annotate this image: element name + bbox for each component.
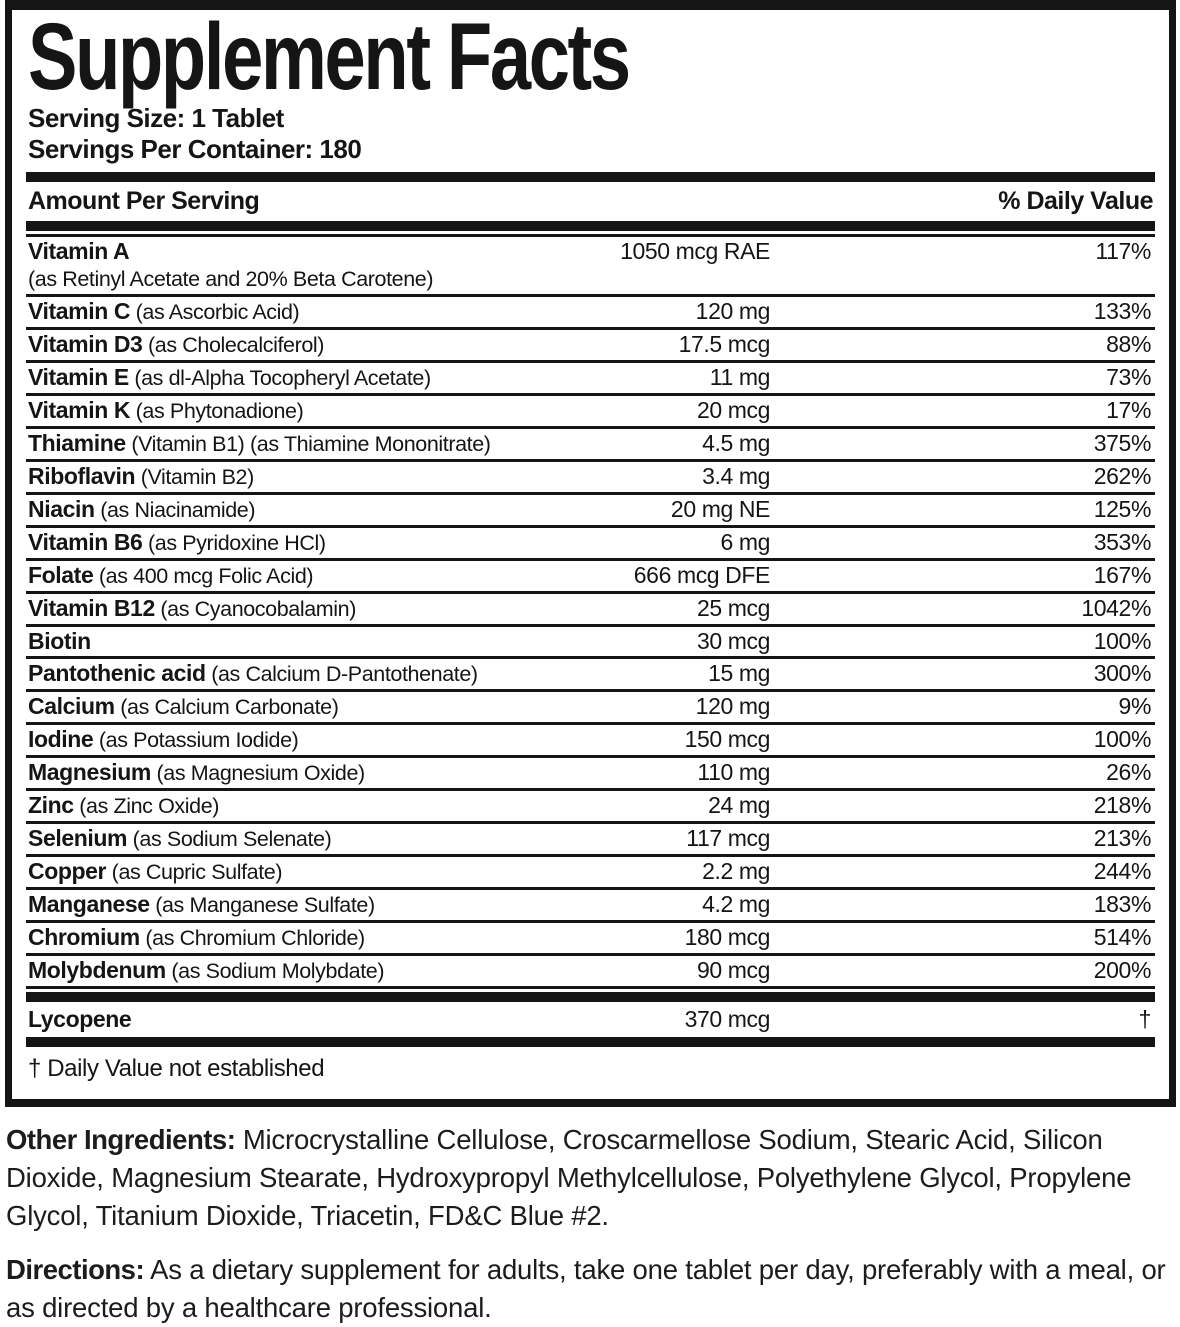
nutrient-name-cell: [28, 760, 538, 786]
page-title: Supplement Facts: [28, 4, 629, 110]
directions-text: As a dietary supplement for adults, take one tablet per day, preferably with a meal, or as directed by a healthcare professional.: [6, 1254, 1166, 1324]
nutrient-amount: 180 mcg: [684, 923, 770, 950]
nutrient-detail: (as Calcium D-Pantothenate): [205, 661, 478, 686]
nutrient-detail: (as Zinc Oxide): [73, 793, 220, 818]
nutrient-daily-value: 17%: [1106, 396, 1151, 423]
servings-per-container: Servings Per Container: 180: [28, 134, 362, 165]
nutrient-amount: 1050 mcg RAE: [620, 238, 770, 265]
nutrient-name-cell: [28, 239, 538, 264]
nutrient-subline: (as Retinyl Acetate and 20% Beta Carotene): [28, 266, 434, 291]
nutrient-detail: (as Chromium Chloride): [139, 925, 365, 950]
nutrient-amount: 117 mcg: [686, 824, 770, 851]
nutrient-name: Vitamin D3: [28, 330, 143, 357]
divider-bar: [26, 172, 1155, 182]
nutrient-detail: (as Niacinamide): [94, 497, 256, 522]
nutrient-detail: (Vitamin B2): [135, 464, 254, 489]
nutrient-name: Copper: [28, 857, 107, 884]
nutrient-daily-value: †: [1138, 1005, 1151, 1032]
nutrient-name-cell: [28, 332, 538, 358]
nutrient-row: [26, 923, 1155, 956]
nutrient-row: [26, 495, 1155, 528]
nutrient-row: [26, 396, 1155, 429]
nutrient-detail: (as Cupric Sulfate): [106, 859, 283, 884]
nutrient-name: Biotin: [28, 627, 91, 654]
nutrient-amount: 17.5 mcg: [678, 330, 770, 357]
nutrient-amount: 120 mg: [695, 692, 770, 719]
nutrient-amount: 3.4 mg: [702, 462, 770, 489]
nutrient-row: [26, 758, 1155, 791]
nutrient-name-cell: [28, 464, 538, 490]
nutrient-daily-value: 9%: [1118, 692, 1151, 719]
nutrient-daily-value: 183%: [1093, 890, 1151, 917]
nutrient-name: Magnesium: [28, 758, 151, 785]
nutrient-amount: 30 mcg: [696, 627, 770, 654]
nutrient-daily-value: 200%: [1093, 956, 1151, 983]
nutrient-amount: 20 mcg: [696, 396, 770, 423]
nutrient-row: [26, 725, 1155, 758]
nutrient-row: [26, 363, 1155, 396]
nutrient-row: [26, 1002, 1155, 1038]
nutrient-name: Calcium: [28, 692, 115, 719]
nutrient-name: Vitamin C: [28, 297, 131, 324]
nutrient-detail: (Vitamin B1) (as Thiamine Mononitrate): [125, 431, 491, 456]
divider-bar: [26, 221, 1155, 231]
nutrient-amount: 25 mcg: [696, 594, 770, 621]
serving-info: [28, 103, 1155, 165]
amount-per-serving-header: Amount Per Serving: [28, 187, 260, 216]
nutrient-row: [26, 857, 1155, 890]
daily-value-header: % Daily Value: [998, 187, 1153, 216]
nutrient-amount: 15 mg: [708, 659, 770, 686]
nutrient-detail: (as Pyridoxine HCl): [142, 530, 326, 555]
nutrient-name: Folate: [28, 561, 94, 588]
divider-bar: [26, 1037, 1155, 1047]
nutrient-row: [26, 462, 1155, 495]
nutrient-row: [26, 594, 1155, 627]
nutrient-name-cell: [28, 398, 538, 424]
nutrient-amount: 4.5 mg: [702, 429, 770, 456]
nutrient-row: [26, 890, 1155, 923]
nutrient-row: [26, 627, 1155, 659]
nutrient-row: [26, 956, 1155, 989]
nutrient-name-cell: [28, 431, 538, 457]
bottom-text-block: [6, 1121, 1174, 1327]
nutrient-name: Vitamin E: [28, 363, 129, 390]
nutrient-amount: 150 mcg: [684, 725, 770, 752]
nutrient-name-cell: [28, 563, 538, 589]
nutrient-daily-value: 1042%: [1081, 594, 1151, 621]
nutrient-name: Pantothenic acid: [28, 659, 206, 686]
nutrient-row: [26, 330, 1155, 363]
nutrient-name-cell: [28, 497, 538, 523]
nutrient-amount: 11 mg: [709, 363, 770, 390]
nutrient-daily-value: 300%: [1093, 659, 1151, 686]
nutrient-name-cell: [28, 530, 538, 556]
directions-label: Directions:: [6, 1254, 145, 1286]
nutrient-name-cell: [28, 859, 538, 885]
nutrient-daily-value: 26%: [1106, 758, 1151, 785]
nutrient-row: [26, 561, 1155, 594]
nutrient-detail: (as Potassium Iodide): [93, 727, 299, 752]
nutrient-name: Lycopene: [28, 1005, 132, 1032]
nutrient-daily-value: 88%: [1106, 330, 1151, 357]
nutrient-daily-value: 125%: [1093, 495, 1151, 522]
other-ingredients-label: Other Ingredients:: [6, 1124, 236, 1156]
nutrient-row: [26, 528, 1155, 561]
nutrient-name: Molybdenum: [28, 956, 166, 983]
serving-size: Serving Size: 1 Tablet: [28, 103, 284, 134]
nutrient-detail: (as Phytonadione): [130, 398, 304, 423]
nutrient-name-cell: [28, 694, 538, 720]
nutrient-name: Selenium: [28, 824, 128, 851]
nutrient-daily-value: 133%: [1093, 297, 1151, 324]
table-header: [26, 182, 1155, 221]
nutrient-row: [26, 791, 1155, 824]
nutrient-name-cell: [28, 629, 538, 654]
divider-bar: [26, 992, 1155, 1002]
nutrient-name: Manganese: [28, 890, 150, 917]
nutrient-amount: 110 mg: [697, 758, 770, 785]
nutrient-daily-value: 73%: [1106, 363, 1151, 390]
nutrient-name-cell: [28, 596, 538, 622]
nutrient-daily-value: 353%: [1093, 528, 1151, 555]
supplement-facts-panel: [5, 0, 1176, 1107]
nutrient-amount: 4.2 mg: [702, 890, 770, 917]
nutrient-name: Niacin: [28, 495, 95, 522]
nutrient-detail: (as Magnesium Oxide): [150, 760, 365, 785]
nutrient-name: Riboflavin: [28, 462, 136, 489]
nutrient-name: Zinc: [28, 791, 74, 818]
other-ingredients-text: Microcrystalline Cellulose, Croscarmellose Sodium, Stearic Acid, Silicon Dioxide, Magnesium Stearate, Hydroxypropyl Methylcellulose, Polyethylene Glycol, Propylene Glycol, Titanium Dioxide, Triacetin, FD&C Blue #2.: [6, 1124, 1132, 1232]
nutrient-amount: 2.2 mg: [702, 857, 770, 884]
nutrient-daily-value: 514%: [1093, 923, 1151, 950]
nutrient-detail: (as Cyanocobalamin): [154, 596, 356, 621]
nutrient-daily-value: 262%: [1093, 462, 1151, 489]
nutrient-daily-value: 218%: [1093, 791, 1151, 818]
nutrient-name-cell: [28, 661, 538, 687]
nutrient-name: Vitamin B12: [28, 594, 155, 621]
nutrient-amount: 6 mg: [720, 528, 770, 555]
nutrient-detail: (as 400 mcg Folic Acid): [93, 563, 314, 588]
nutrient-name-cell: [28, 1007, 538, 1032]
nutrient-daily-value: 213%: [1093, 824, 1151, 851]
nutrient-name: Iodine: [28, 725, 94, 752]
nutrient-detail: (as dl-Alpha Tocopheryl Acetate): [128, 365, 431, 390]
nutrient-row: [26, 659, 1155, 692]
nutrient-daily-value: 100%: [1093, 725, 1151, 752]
nutrient-name: Vitamin A: [28, 238, 130, 265]
nutrient-daily-value: 100%: [1093, 627, 1151, 654]
nutrient-daily-value: 117%: [1095, 238, 1151, 265]
nutrient-row: [26, 824, 1155, 857]
nutrient-name-cell: [28, 826, 538, 852]
nutrient-name-cell: [28, 892, 538, 918]
nutrient-amount: 90 mcg: [696, 956, 770, 983]
directions: [6, 1251, 1174, 1327]
nutrient-name: Vitamin K: [28, 396, 131, 423]
nutrient-rows: [26, 237, 1155, 989]
nutrient-name-cell: [28, 365, 538, 391]
nutrient-row: [26, 429, 1155, 462]
nutrient-detail: (as Sodium Selenate): [127, 826, 332, 851]
nutrient-name-cell: [28, 925, 538, 951]
nutrient-name: Chromium: [28, 923, 140, 950]
nutrient-name: Vitamin B6: [28, 528, 143, 555]
nutrient-detail: (as Calcium Carbonate): [114, 694, 339, 719]
nutrient-row: [26, 692, 1155, 725]
nutrient-amount: 24 mg: [708, 791, 770, 818]
nutrient-amount: 120 mg: [695, 297, 770, 324]
nutrient-amount: 370 mcg: [684, 1005, 770, 1032]
nutrient-name-cell: [28, 793, 538, 819]
nutrient-daily-value: 244%: [1093, 857, 1151, 884]
nutrient-name-cell: [28, 727, 538, 753]
nutrient-daily-value: 167%: [1093, 561, 1151, 588]
extra-nutrient-rows: [26, 1002, 1155, 1038]
nutrient-detail: (as Manganese Sulfate): [149, 892, 375, 917]
nutrient-row: [26, 237, 1155, 297]
daily-value-footnote: † Daily Value not established: [28, 1055, 325, 1083]
nutrient-amount: 20 mg NE: [670, 495, 770, 522]
other-ingredients: [6, 1121, 1174, 1235]
nutrient-detail: (as Ascorbic Acid): [130, 299, 300, 324]
nutrient-amount: 666 mcg DFE: [633, 561, 770, 588]
nutrient-row: [26, 297, 1155, 330]
nutrient-detail: (as Sodium Molybdate): [165, 958, 385, 983]
nutrient-detail: (as Cholecalciferol): [142, 332, 325, 357]
nutrient-name-cell: [28, 958, 538, 984]
nutrient-name-cell: [28, 299, 538, 325]
nutrient-daily-value: 375%: [1093, 429, 1151, 456]
nutrient-name: Thiamine: [28, 429, 126, 456]
